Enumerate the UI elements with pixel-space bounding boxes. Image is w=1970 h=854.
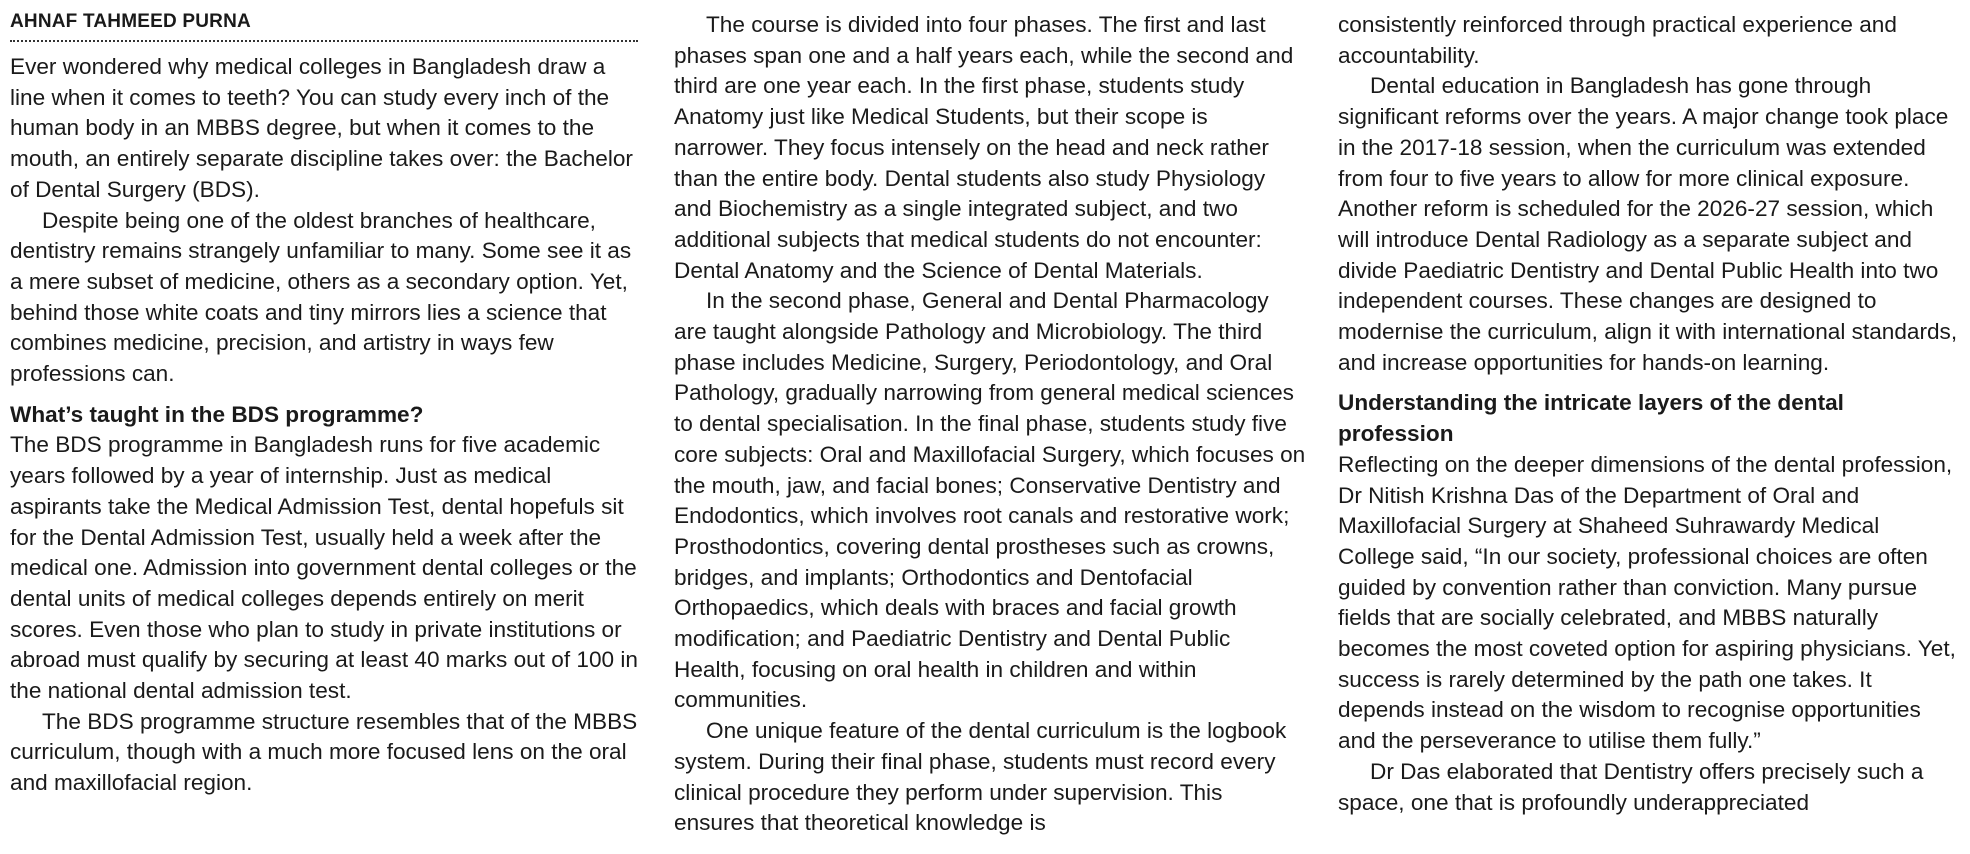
body-paragraph: Despite being one of the oldest branches of healthcare, dentistry remains strangely unfamiliar to many. Some see it as a mere subset of medicine, others as a secondary option. Yet, behind those white coats and tiny mirrors lies a science that combines medicine, precision, and artistry in ways few professions can. xyxy=(10,207,632,387)
body-paragraph: One unique feature of the dental curriculum is the logbook system. During their final phase, students must record every clinical procedure they perform under supervision. This ensures that theoretical knowledge is xyxy=(674,718,1287,836)
byline: AHNAF TAHMEED PURNA xyxy=(10,10,638,42)
section-heading-dental-profession: Understanding the intricate layers of the dental profession xyxy=(1338,390,1844,447)
column-2 xyxy=(674,10,1306,839)
column-3 xyxy=(1338,10,1962,818)
body-paragraph-continued: consistently reinforced through practical experience and accountability. xyxy=(1338,12,1897,68)
section-heading-bds-programme: What’s taught in the BDS programme? xyxy=(10,401,424,427)
body-paragraph: Dental education in Bangladesh has gone through significant reforms over the years. A major change took place in the 2017-18 session, when the curriculum was extended from four to five years to allow for more clinical exposure. Another reform is scheduled for the 2026-27 session, which will introduce Dental Radiology as a separate subject and divide Paediatric Dentistry and Dental Public Health into two independent courses. These changes are designed to modernise the curriculum, align it with international standards, and increase opportunities for hands-on learning. xyxy=(1338,73,1958,375)
body-paragraph: Reflecting on the deeper dimensions of the dental profession, Dr Nitish Krishna Das of the Department of Oral and Maxillofacial Surgery at Shaheed Suhrawardy Medical College said, “In our society, professional choices are often guided by convention rather than conviction. Many pursue fields that are socially celebrated, and MBBS naturally becomes the most coveted option for aspiring physicians. Yet, success is rarely determined by the path one takes. It depends instead on the wisdom to recognise opportunities and the perseverance to utilise them fully.” xyxy=(1338,451,1956,754)
intro-paragraph: Ever wondered why medical colleges in Bangladesh draw a line when it comes to teeth? You can study every inch of the human body in an MBBS degree, but when it comes to the mouth, an entirely separate discipline takes over: the Bachelor of Dental Surgery (BDS). xyxy=(10,54,633,202)
column-1 xyxy=(10,10,638,799)
body-paragraph: The course is divided into four phases. The first and last phases span one and a half years each, while the second and third are one year each. In the first phase, students study Anatomy just like Medical Students, but their scope is narrower. They focus intensely on the head and neck rather than the entire body. Dental students also study Physiology and Biochemistry as a single integrated subject, and two additional subjects that medical students do not encounter: Dental Anatomy and the Science of Dental Materials. xyxy=(674,12,1294,283)
body-paragraph: The BDS programme in Bangladesh runs for five academic years followed by a year of internship. Just as medical aspirants take the Medical Admission Test, dental hopefuls sit for the Dental Admission Test, usually held a week after the medical one. Admission into government dental colleges or the dental units of medical colleges depends entirely on merit scores. Even those who plan to study in private institutions or abroad must qualify by securing at least 40 marks out of 100 in the national dental admission test. xyxy=(10,432,638,704)
body-paragraph: In the second phase, General and Dental Pharmacology are taught alongside Pathology and Microbiology. The third phase includes Medicine, Surgery, Periodontology, and Oral Pathology, gradually narrowing from general medical sciences to dental specialisation. In the final phase, students study five core subjects: Oral and Maxillofacial Surgery, which focuses on the mouth, jaw, and facial bones; Conservative Dentistry and Endodontics, which involves root canals and restorative work; Prosthodontics, covering dental prostheses such as crowns, bridges, and implants; Orthodontics and Dentofacial Orthopaedics, which deals with braces and facial growth modification; and Paediatric Dentistry and Dental Public Health, focusing on oral health in children and within communities. xyxy=(674,288,1306,713)
body-paragraph: Dr Das elaborated that Dentistry offers precisely such a space, one that is profoundly underappreciated xyxy=(1338,758,1924,815)
body-paragraph: The BDS programme structure resembles that of the MBBS curriculum, though with a much more focused lens on the oral and maxillofacial region. xyxy=(10,708,638,796)
byline-divider-space xyxy=(10,44,638,52)
